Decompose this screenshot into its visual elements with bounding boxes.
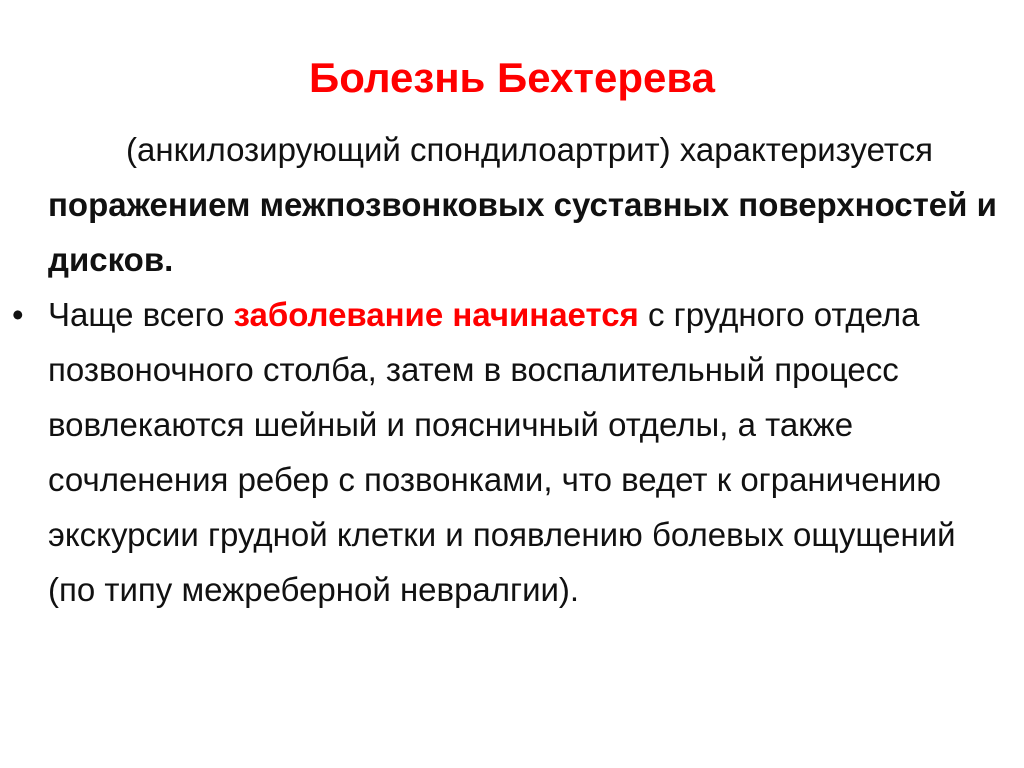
intro-text: (анкилозирующий спондилоартрит) характеризуется (126, 131, 933, 168)
slide-body (12, 122, 998, 617)
bullet-emphasis: заболевание начинается (233, 296, 639, 333)
bullet-text-start: Чаще всего (48, 296, 234, 333)
bullet-text-rest: с грудного отдела позвоночного столба, затем в воспалительный процесс вовлекаются шейный и поясничный отделы, а также сочленения ребер с позвонками, что ведет к ограничению экскурсии грудной клетки и появлению болевых ощущений (по типу межреберной невралгии). (48, 296, 956, 608)
intro-paragraph (48, 122, 998, 287)
intro-emphasis: поражением межпозвонковых суставных поверхностей и дисков. (48, 186, 997, 278)
bullet-item (12, 287, 998, 617)
bullet-marker-icon: • (12, 296, 24, 333)
slide-title: Болезнь Бехтерева (309, 54, 715, 101)
